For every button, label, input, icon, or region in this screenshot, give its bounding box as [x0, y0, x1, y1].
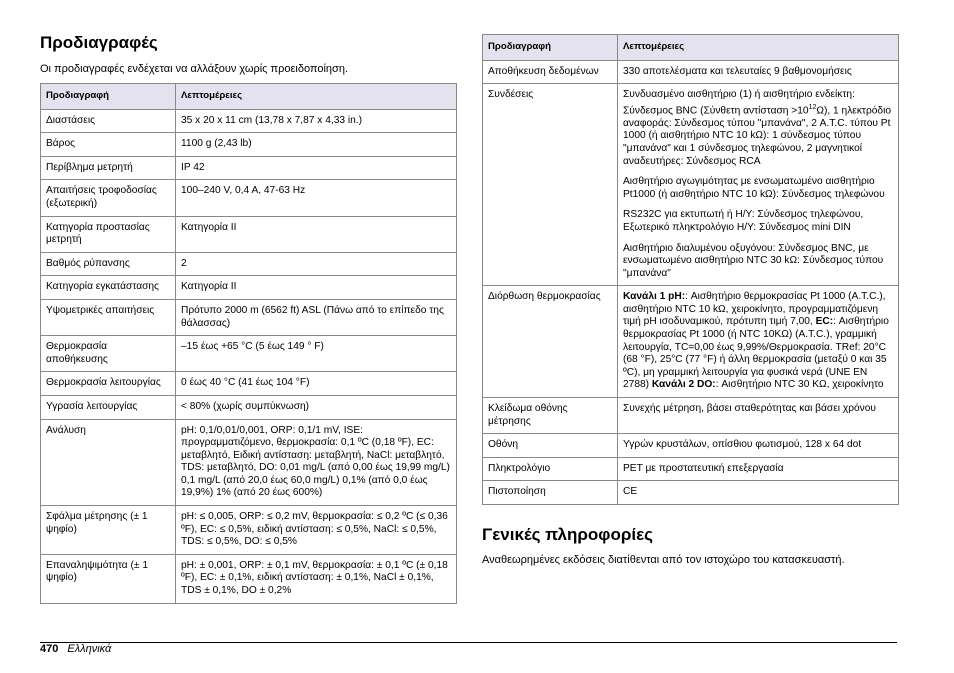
spec-cell: Περίβλημα μετρητή: [41, 156, 176, 180]
table-row: [483, 84, 899, 286]
spec-cell: Επαναληψιμότητα (± 1 ψηφίο): [41, 554, 176, 603]
spec-cell: Θερμοκρασία αποθήκευσης: [41, 336, 176, 372]
table-row: [41, 506, 457, 555]
table-row: [483, 60, 899, 84]
spec-cell: Θερμοκρασία λειτουργίας: [41, 372, 176, 396]
page-number: 470: [40, 643, 59, 655]
details-cell: 330 αποτελέσματα και τελευταίες 9 βαθμονομήσεις: [618, 60, 899, 84]
connections-para-2: Αισθητήριο αγωγιμότητας με ενσωματωμένο αισθητήριο Pt1000 (ή αισθητήριο NTC 10 kΩ): Σύνδεσμος τηλεφώνου: [623, 176, 885, 200]
details-cell: 1100 g (2,43 lb): [176, 133, 457, 157]
table-row: [483, 434, 899, 458]
table-row: [41, 554, 457, 603]
table-row: [41, 133, 457, 157]
details-cell: –15 έως +65 °C (5 έως 149 ° F): [176, 336, 457, 372]
connections-para-3: RS232C για εκτυπωτή ή Η/Υ: Σύνδεσμος τηλεφώνου, Εξωτερικό πληκτρολόγιο Η/Υ: Σύνδεσμος mini DIN: [623, 209, 864, 233]
spec-cell: Ανάλυση: [41, 419, 176, 506]
details-cell: CE: [618, 481, 899, 505]
table-row: [483, 286, 899, 398]
details-cell: 2: [176, 252, 457, 276]
details-cell: 100–240 V, 0,4 A, 47-63 Hz: [176, 180, 457, 216]
details-cell: [618, 84, 899, 286]
footer-language: Ελληνικά: [67, 643, 112, 655]
spec-cell: Βάρος: [41, 133, 176, 157]
spec-cell: Βαθμός ρύπανσης: [41, 252, 176, 276]
spec-cell: Απαιτήσεις τροφοδοσίας (εξωτερική): [41, 180, 176, 216]
spec-cell: Αποθήκευση δεδομένων: [483, 60, 618, 84]
spec-cell: Κατηγορία προστασίας μετρητή: [41, 216, 176, 252]
intro-text: Οι προδιαγραφές ενδέχεται να αλλάξουν χωρίς προειδοποίηση.: [40, 63, 348, 75]
table-row: [41, 180, 457, 216]
table-header-row: [483, 35, 899, 61]
ec-label: EC:: [815, 316, 834, 328]
table-row: [483, 481, 899, 505]
connections-para-1: Συνδυασμένο αισθητήριο (1) ή αισθητήριο ενδείκτη: Σύνδεσμος BNC (Σύνθετη $\alpha\nu\tau ί\sigma\tau\alpha\sigma\eta >10^{12}\Omega$), 1 ηλεκτρόδιο αναφοράς: Σύνδεσμος τύπου "μπανάνα", 2 A.T.C. τύπου Pt 1000 (ή αισθητήριο NTC 10 kΩ): 1 σύνδεσμος τύπου "μπανάνα" και 1 σύνδεσμος τηλεφώνου, 2 μαγνητικοί αναδευτήρες: Σύνδεσμος RCA: [623, 89, 892, 167]
spec-table-left: [40, 83, 457, 604]
table-row: [41, 252, 457, 276]
details-cell: 0 έως 40 °C (41 έως 104 °F): [176, 372, 457, 396]
details-cell: Συνεχής μέτρηση, βάσει σταθερότητας και βάσει χρόνου: [618, 398, 899, 434]
spec-cell: Κλείδωμα οθόνης μέτρησης: [483, 398, 618, 434]
spec-cell: Διαστάσεις: [41, 109, 176, 133]
connections-para-4: Αισθητήριο διαλυμένου οξυγόνου: Σύνδεσμος BNC, με ενσωματωμένο αισθητήριο NTC 30 kΩ: Σύνδεσμος τύπου "μπανάνα": [623, 242, 884, 279]
channel-2-label: Κανάλι 2 DO:: [651, 379, 716, 391]
header-details: Λεπτομέρειες: [618, 35, 899, 61]
details-cell: pH: ± 0,001, ORP: ± 0,1 mV, θερμοκρασία: ± 0,1 ºC (± 0,18 ºF), EC: ± 0,1%, ειδική αντίσταση: ± 0,1%, NaCl ± 0,1%, TDS ± 0,1%, DO ± 0,2%: [176, 554, 457, 603]
general-info-title: Γενικές πληροφορίες: [482, 525, 653, 544]
spec-cell: Διόρθωση θερμοκρασίας: [483, 286, 618, 398]
table-header-row: [41, 84, 457, 110]
table-row: [41, 395, 457, 419]
general-info-text: Αναθεωρημένες εκδόσεις διατίθενται από τον ιστοχώρο του κατασκευαστή.: [482, 554, 845, 566]
table-row: [41, 156, 457, 180]
table-row: [41, 336, 457, 372]
table-row: [41, 372, 457, 396]
spec-cell: Κατηγορία εγκατάστασης: [41, 276, 176, 300]
details-cell: 35 x 20 x 11 cm (13,78 x 7,87 x 4,33 in.): [176, 109, 457, 133]
details-cell: Πρότυπο 2000 m (6562 ft) ASL (Πάνω από το επίπεδο της θάλασσας): [176, 299, 457, 335]
spec-table-right: [482, 34, 899, 505]
details-cell: IP 42: [176, 156, 457, 180]
table-row: [41, 109, 457, 133]
table-row: [483, 398, 899, 434]
table-row: [41, 419, 457, 506]
header-details: Λεπτομέρειες: [176, 84, 457, 110]
details-cell: Κανάλι 1 pH:: Αισθητήριο θερμοκρασίας Pt 1000 (A.T.C.), αισθητήριο NTC 10 kΩ, χειροκίνητο, προγραμματιζόμενη τιμή pH ισοδυναμικού, πρότυπη τιμή 7,00, EC:: Αισθητήριο θερμοκρασίας Pt 1000 (ή NTC 10KΩ) (A.T.C.), γραμμική λειτουργία, TC=0,00 έως 9,99%/Θερμοκρασία. TRef: 20°C (68 °F), 25°C (77 °F) ή άλλη θερμοκρασία (μεταξύ 0 και 35 ºC), μη γραμμική λειτουργία για φυσικά νερά (UNE EN 2788) Κανάλι 2 DO:: Αισθητήριο NTC 30 KΩ, χειροκίνητο: [618, 286, 899, 398]
details-cell: Κατηγορία II: [176, 216, 457, 252]
table-row: [483, 457, 899, 481]
details-cell: Κατηγορία II: [176, 276, 457, 300]
spec-cell: Οθόνη: [483, 434, 618, 458]
spec-cell: Υψομετρικές απαιτήσεις: [41, 299, 176, 335]
footer-divider: [40, 642, 897, 643]
header-spec: Προδιαγραφή: [483, 35, 618, 61]
spec-cell: Σφάλμα μέτρησης (± 1 ψηφίο): [41, 506, 176, 555]
spec-cell: Πληκτρολόγιο: [483, 457, 618, 481]
details-cell: Υγρών κρυστάλων, οπίσθιου φωτισμού, 128 x 64 dot: [618, 434, 899, 458]
table-row: [41, 299, 457, 335]
channel-1-label: Κανάλι 1 pH:: [623, 291, 686, 303]
details-cell: pH: 0,1/0,01/0,001, ORP: 0,1/1 mV, ISE: προγραμματιζόμενο, θερμοκρασία: 0,1 ºC (0,18 ºF), EC: μεταβλητό, Ειδική αντίσταση: μεταβλητή, NaCl: μεταβλητό, TDS: μεταβλητό, DO: 0,01 mg/L (από 0,00 έως 19,99 mg/L) 0,1 mg/L (από 20,0 έως 60,0 mg/L) 0,1% (από 0,0 έως 19,9%) 1% (από 20 έως 600%): [176, 419, 457, 506]
details-cell: PET με προστατευτική επεξεργασία: [618, 457, 899, 481]
table-row: [41, 216, 457, 252]
spec-cell: Πιστοποίηση: [483, 481, 618, 505]
details-cell: pH: ≤ 0,005, ORP: ≤ 0,2 mV, θερμοκρασία: ≤ 0,2 ºC (≤ 0,36 ºF), EC: ≤ 0,5%, ειδική αντίσταση: ≤ 0,5%, NaCl: ≤ 0,5%, TDS: ≤ 0,5%, DO: ≤ 0,5%: [176, 506, 457, 555]
details-cell: < 80% (χωρίς συμπύκνωση): [176, 395, 457, 419]
page-footer: [40, 643, 111, 656]
page-title: Προδιαγραφές: [40, 33, 158, 52]
header-spec: Προδιαγραφή: [41, 84, 176, 110]
spec-cell: Συνδέσεις: [483, 84, 618, 286]
table-row: [41, 276, 457, 300]
spec-cell: Υγρασία λειτουργίας: [41, 395, 176, 419]
